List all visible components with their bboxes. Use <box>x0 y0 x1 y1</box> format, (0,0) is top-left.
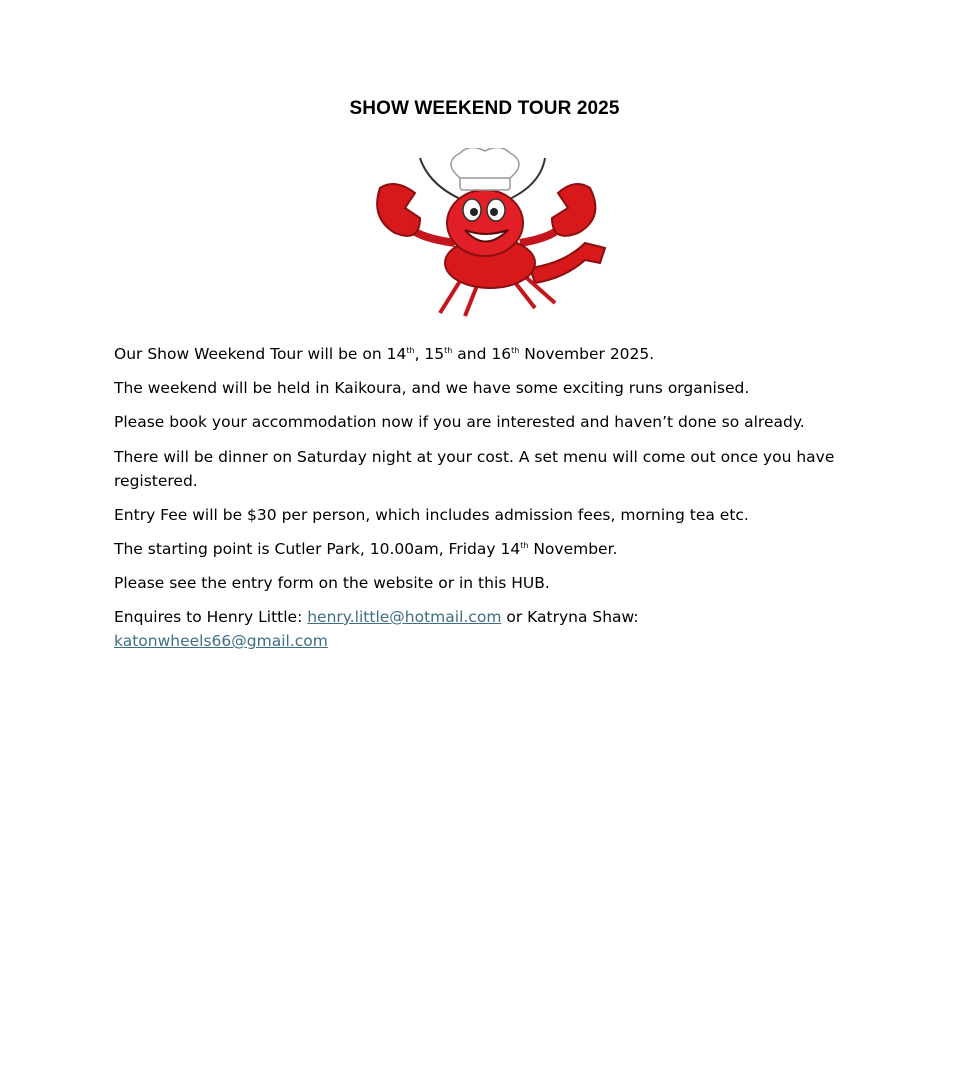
paragraph-starting-point: The starting point is Cutler Park, 10.00am, Friday 14th November. <box>114 540 618 558</box>
paragraph-entry-form: Please see the entry form on the website or in this HUB. <box>114 574 550 592</box>
email-link-katryna[interactable]: katonwheels66@gmail.com <box>114 632 328 650</box>
chef-lobster-icon <box>360 148 610 318</box>
paragraph-enquiries: Enquires to Henry Little: henry.little@hotmail.com or Katryna Shaw: katonwheels66@gmail.com <box>114 608 639 650</box>
paragraph-dinner: There will be dinner on Saturday night at your cost. A set menu will come out once you have registered. <box>114 448 835 490</box>
paragraph-location: The weekend will be held in Kaikoura, and we have some exciting runs organised. <box>114 379 750 397</box>
page-title: SHOW WEEKEND TOUR 2025 <box>349 98 620 119</box>
paragraph-tour-dates: Our Show Weekend Tour will be on 14th, 15th and 16th November 2025. <box>114 345 655 363</box>
email-link-henry[interactable]: henry.little@hotmail.com <box>307 608 502 626</box>
paragraph-accommodation: Please book your accommodation now if you are interested and haven’t done so already. <box>114 413 805 431</box>
paragraph-entry-fee: Entry Fee will be $30 per person, which includes admission fees, morning tea etc. <box>114 506 749 524</box>
